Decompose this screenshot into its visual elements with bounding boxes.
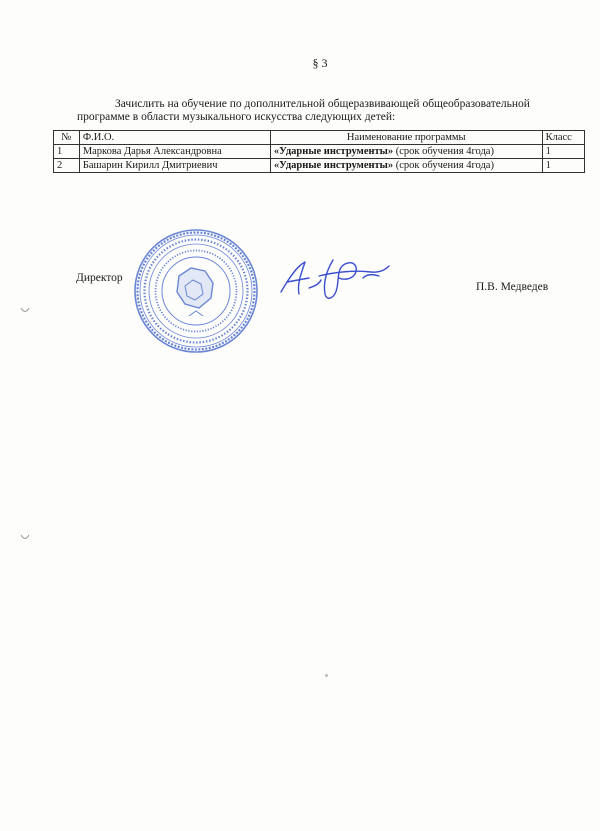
table-row [54, 145, 585, 159]
header-program: Наименование программы [270, 131, 542, 145]
header-name: Ф.И.О. [79, 131, 270, 145]
program-title: «Ударные инструменты» [273, 146, 394, 157]
director-label: Директор [76, 272, 123, 284]
section-mark: § 3 [312, 56, 328, 70]
row-name: Башарин Кирилл Дмитриевич [79, 159, 270, 173]
row-class: 1 [542, 145, 584, 159]
row-name: Маркова Дарья Александровна [79, 145, 270, 159]
program-duration: (срок обучения 4года) [393, 160, 494, 171]
enrollment-table [53, 130, 585, 173]
punch-hole-icon [20, 306, 30, 314]
header-num: № [54, 131, 80, 145]
enrollment-paragraph [77, 98, 577, 124]
punch-hole-icon [20, 533, 30, 541]
director-name: П.В. Медведев [476, 281, 549, 293]
row-program [270, 159, 542, 173]
paper-speck [325, 674, 328, 677]
signature-icon [275, 248, 395, 308]
row-class: 1 [542, 159, 584, 173]
row-num: 1 [54, 145, 80, 159]
row-num: 2 [54, 159, 80, 173]
table-header-row [54, 131, 585, 145]
stamp-icon [133, 228, 259, 354]
header-class: Класс [542, 131, 584, 145]
enrollment-paragraph-text: Зачислить на обучение по дополнительной общеразвивающей общеобразовательной программе в области музыкального искусства следующих детей: [77, 98, 530, 123]
row-program [270, 145, 542, 159]
program-duration: (срок обучения 4года) [393, 146, 494, 157]
table-row [54, 159, 585, 173]
program-title: «Ударные инструменты» [273, 160, 394, 171]
